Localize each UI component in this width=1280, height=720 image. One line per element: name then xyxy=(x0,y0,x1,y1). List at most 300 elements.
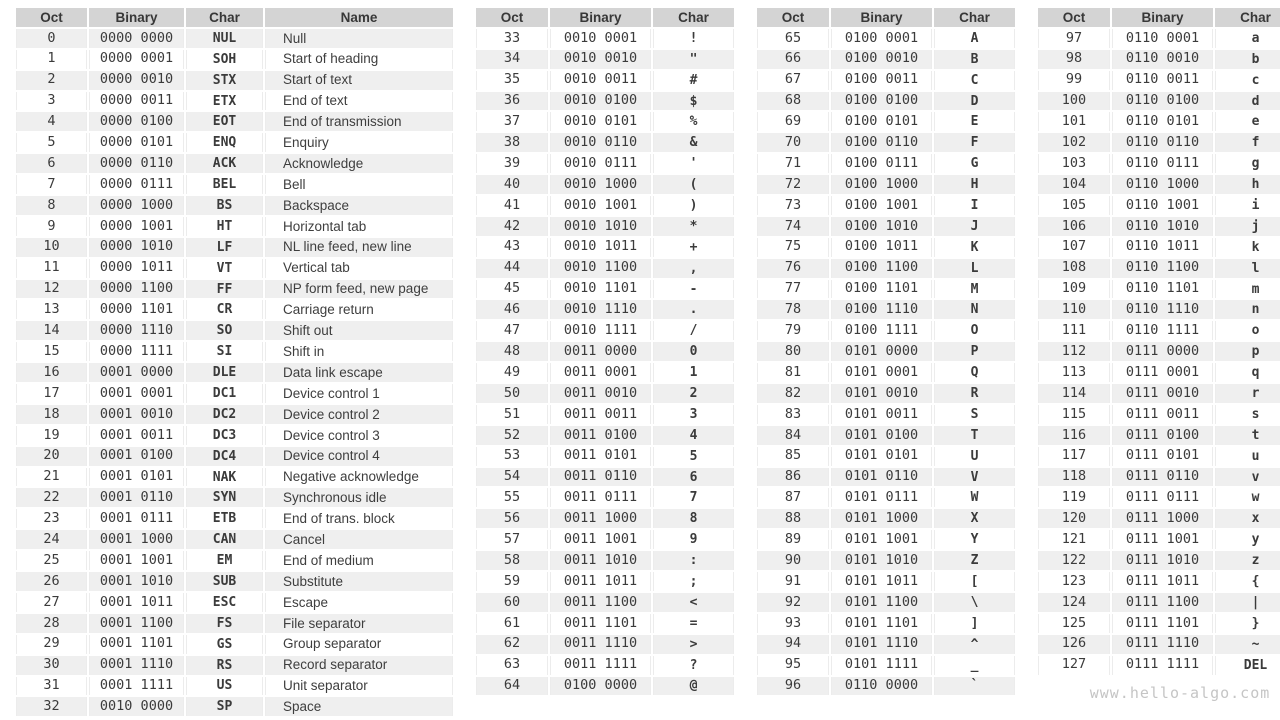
cell-binary: 0110 1010 xyxy=(1111,216,1214,237)
cell-oct: 103 xyxy=(1037,153,1111,174)
cell-char: G xyxy=(933,153,1016,174)
table-row xyxy=(1037,28,1280,49)
cell-binary: 0111 1100 xyxy=(1111,592,1214,613)
cell-char: DLE xyxy=(185,362,264,383)
cell-oct: 86 xyxy=(756,467,830,488)
cell-char: p xyxy=(1214,341,1280,362)
cell-name: Horizontal tab xyxy=(264,216,454,237)
cell-binary: 0100 1100 xyxy=(830,258,933,279)
cell-char: SO xyxy=(185,320,264,341)
cell-char: RS xyxy=(185,655,264,676)
table-row xyxy=(15,529,454,550)
cell-char: DC2 xyxy=(185,404,264,425)
cell-binary: 0110 0000 xyxy=(830,676,933,697)
cell-char: ESC xyxy=(185,592,264,613)
table-row xyxy=(475,28,735,49)
cell-char: _ xyxy=(933,655,1016,676)
cell-binary: 0101 0001 xyxy=(830,362,933,383)
cell-char: j xyxy=(1214,216,1280,237)
cell-binary: 0001 0011 xyxy=(88,425,185,446)
cell-binary: 0100 1111 xyxy=(830,320,933,341)
table-row xyxy=(1037,320,1280,341)
cell-char: EM xyxy=(185,550,264,571)
cell-binary: 0001 1110 xyxy=(88,655,185,676)
table-row xyxy=(15,655,454,676)
column-header-binary: Binary xyxy=(830,7,933,28)
table-row xyxy=(1037,111,1280,132)
table-row xyxy=(1037,404,1280,425)
cell-char: ETB xyxy=(185,508,264,529)
cell-binary: 0110 1101 xyxy=(1111,279,1214,300)
table-row xyxy=(475,237,735,258)
cell-name: Group separator xyxy=(264,634,454,655)
cell-oct: 19 xyxy=(15,425,88,446)
table-row xyxy=(1037,425,1280,446)
cell-binary: 0110 0101 xyxy=(1111,111,1214,132)
cell-char: q xyxy=(1214,362,1280,383)
cell-name: NP form feed, new page xyxy=(264,279,454,300)
cell-oct: 108 xyxy=(1037,258,1111,279)
cell-binary: 0010 0100 xyxy=(549,91,652,112)
cell-binary: 0011 1101 xyxy=(549,613,652,634)
cell-oct: 94 xyxy=(756,634,830,655)
cell-char: Q xyxy=(933,362,1016,383)
table-row xyxy=(756,529,1016,550)
cell-oct: 0 xyxy=(15,28,88,49)
cell-oct: 110 xyxy=(1037,299,1111,320)
cell-oct: 54 xyxy=(475,467,549,488)
cell-char: U xyxy=(933,446,1016,467)
cell-binary: 0000 1000 xyxy=(88,195,185,216)
cell-char: US xyxy=(185,676,264,697)
cell-name: Negative acknowledge xyxy=(264,467,454,488)
table-row xyxy=(1037,550,1280,571)
cell-binary: 0101 0011 xyxy=(830,404,933,425)
cell-binary: 0000 1101 xyxy=(88,299,185,320)
cell-oct: 46 xyxy=(475,299,549,320)
cell-char: R xyxy=(933,383,1016,404)
cell-binary: 0001 1010 xyxy=(88,571,185,592)
column-header-name: Name xyxy=(264,7,454,28)
cell-oct: 30 xyxy=(15,655,88,676)
table-row xyxy=(1037,634,1280,655)
table-row xyxy=(475,132,735,153)
cell-binary: 0000 0001 xyxy=(88,49,185,70)
cell-binary: 0010 0000 xyxy=(88,696,185,717)
cell-oct: 50 xyxy=(475,383,549,404)
column-header-char: Char xyxy=(933,7,1016,28)
table-row xyxy=(15,132,454,153)
cell-binary: 0010 1110 xyxy=(549,299,652,320)
cell-oct: 13 xyxy=(15,299,88,320)
cell-char: VT xyxy=(185,258,264,279)
cell-oct: 31 xyxy=(15,676,88,697)
cell-char: I xyxy=(933,195,1016,216)
cell-name: Vertical tab xyxy=(264,258,454,279)
table-row xyxy=(475,550,735,571)
table-row xyxy=(475,49,735,70)
cell-binary: 0010 1000 xyxy=(549,174,652,195)
cell-binary: 0000 1111 xyxy=(88,341,185,362)
cell-char: ; xyxy=(652,571,735,592)
cell-binary: 0000 0010 xyxy=(88,70,185,91)
cell-binary: 0001 1101 xyxy=(88,634,185,655)
cell-char: 0 xyxy=(652,341,735,362)
cell-oct: 123 xyxy=(1037,571,1111,592)
cell-char: HT xyxy=(185,216,264,237)
cell-binary: 0011 0000 xyxy=(549,341,652,362)
cell-binary: 0001 0010 xyxy=(88,404,185,425)
table-row xyxy=(756,425,1016,446)
cell-binary: 0010 1111 xyxy=(549,320,652,341)
cell-char: 4 xyxy=(652,425,735,446)
cell-char: + xyxy=(652,237,735,258)
cell-oct: 21 xyxy=(15,467,88,488)
cell-char: NAK xyxy=(185,467,264,488)
cell-char: g xyxy=(1214,153,1280,174)
table-row xyxy=(475,467,735,488)
table-row xyxy=(1037,529,1280,550)
cell-binary: 0100 1101 xyxy=(830,279,933,300)
table-row xyxy=(475,446,735,467)
cell-char: i xyxy=(1214,195,1280,216)
cell-char: P xyxy=(933,341,1016,362)
table-row xyxy=(475,634,735,655)
table-row xyxy=(15,174,454,195)
cell-oct: 115 xyxy=(1037,404,1111,425)
cell-binary: 0011 1001 xyxy=(549,529,652,550)
table-row xyxy=(1037,508,1280,529)
table-row xyxy=(756,446,1016,467)
cell-binary: 0111 0101 xyxy=(1111,446,1214,467)
cell-char: SP xyxy=(185,696,264,717)
cell-char: 2 xyxy=(652,383,735,404)
cell-oct: 24 xyxy=(15,529,88,550)
table-row xyxy=(1037,383,1280,404)
table-row xyxy=(15,258,454,279)
cell-oct: 59 xyxy=(475,571,549,592)
cell-oct: 69 xyxy=(756,111,830,132)
cell-char: EOT xyxy=(185,111,264,132)
cell-char: ] xyxy=(933,613,1016,634)
table-row xyxy=(475,341,735,362)
cell-char: { xyxy=(1214,571,1280,592)
table-row xyxy=(475,299,735,320)
cell-char: # xyxy=(652,70,735,91)
cell-oct: 73 xyxy=(756,195,830,216)
cell-oct: 12 xyxy=(15,279,88,300)
cell-oct: 1 xyxy=(15,49,88,70)
cell-char: m xyxy=(1214,279,1280,300)
cell-binary: 0110 1000 xyxy=(1111,174,1214,195)
cell-binary: 0010 1101 xyxy=(549,279,652,300)
cell-oct: 23 xyxy=(15,508,88,529)
cell-char: z xyxy=(1214,550,1280,571)
table-row xyxy=(756,70,1016,91)
cell-char: LF xyxy=(185,237,264,258)
cell-binary: 0011 0001 xyxy=(549,362,652,383)
cell-oct: 83 xyxy=(756,404,830,425)
cell-char: 8 xyxy=(652,508,735,529)
cell-char: M xyxy=(933,279,1016,300)
table-row xyxy=(756,258,1016,279)
cell-char: ENQ xyxy=(185,132,264,153)
table-row xyxy=(15,195,454,216)
cell-char: \ xyxy=(933,592,1016,613)
cell-binary: 0100 0010 xyxy=(830,49,933,70)
cell-oct: 29 xyxy=(15,634,88,655)
table-row xyxy=(15,320,454,341)
cell-char: STX xyxy=(185,70,264,91)
cell-char: & xyxy=(652,132,735,153)
cell-char: ! xyxy=(652,28,735,49)
table-row xyxy=(15,634,454,655)
cell-binary: 0011 1100 xyxy=(549,592,652,613)
cell-binary: 0000 0000 xyxy=(88,28,185,49)
table-row xyxy=(756,404,1016,425)
table-row xyxy=(1037,341,1280,362)
cell-char: < xyxy=(652,592,735,613)
cell-binary: 0110 0100 xyxy=(1111,91,1214,112)
cell-char: e xyxy=(1214,111,1280,132)
cell-name: Backspace xyxy=(264,195,454,216)
table-row xyxy=(15,508,454,529)
cell-name: Enquiry xyxy=(264,132,454,153)
cell-binary: 0011 0100 xyxy=(549,425,652,446)
cell-char: 7 xyxy=(652,487,735,508)
cell-char: FS xyxy=(185,613,264,634)
cell-char: BEL xyxy=(185,174,264,195)
cell-oct: 58 xyxy=(475,550,549,571)
table-column-4 xyxy=(1036,6,1280,702)
cell-char: 9 xyxy=(652,529,735,550)
table-row xyxy=(475,655,735,676)
cell-oct: 126 xyxy=(1037,634,1111,655)
table-row xyxy=(1037,571,1280,592)
cell-oct: 78 xyxy=(756,299,830,320)
cell-char: , xyxy=(652,258,735,279)
cell-binary: 0111 1101 xyxy=(1111,613,1214,634)
table-row xyxy=(756,383,1016,404)
cell-char: : xyxy=(652,550,735,571)
column-header-char: Char xyxy=(1214,7,1280,28)
cell-char: DC4 xyxy=(185,446,264,467)
cell-name: End of medium xyxy=(264,550,454,571)
cell-oct: 44 xyxy=(475,258,549,279)
cell-oct: 41 xyxy=(475,195,549,216)
cell-char: 3 xyxy=(652,404,735,425)
cell-binary: 0011 1011 xyxy=(549,571,652,592)
ascii-table-0-32 xyxy=(14,6,455,718)
cell-binary: 0001 1111 xyxy=(88,676,185,697)
header-row xyxy=(756,7,1016,28)
cell-oct: 14 xyxy=(15,320,88,341)
cell-binary: 0111 0111 xyxy=(1111,487,1214,508)
cell-binary: 0000 0101 xyxy=(88,132,185,153)
cell-binary: 0000 0111 xyxy=(88,174,185,195)
cell-char: } xyxy=(1214,613,1280,634)
cell-char: k xyxy=(1214,237,1280,258)
cell-binary: 0110 0010 xyxy=(1111,49,1214,70)
table-row xyxy=(15,153,454,174)
table-row xyxy=(756,299,1016,320)
cell-name: Acknowledge xyxy=(264,153,454,174)
table-row xyxy=(1037,258,1280,279)
cell-binary: 0110 0011 xyxy=(1111,70,1214,91)
cell-binary: 0111 1011 xyxy=(1111,571,1214,592)
cell-char: S xyxy=(933,404,1016,425)
cell-binary: 0101 0111 xyxy=(830,487,933,508)
cell-name: Shift in xyxy=(264,341,454,362)
cell-char: DC3 xyxy=(185,425,264,446)
table-row xyxy=(15,404,454,425)
ascii-table-33-64 xyxy=(474,6,736,697)
table-row xyxy=(756,91,1016,112)
table-row xyxy=(15,613,454,634)
cell-oct: 107 xyxy=(1037,237,1111,258)
cell-binary: 0101 1000 xyxy=(830,508,933,529)
cell-oct: 109 xyxy=(1037,279,1111,300)
cell-oct: 70 xyxy=(756,132,830,153)
table-row xyxy=(756,550,1016,571)
table-row xyxy=(15,279,454,300)
cell-oct: 45 xyxy=(475,279,549,300)
cell-binary: 0000 1110 xyxy=(88,320,185,341)
table-column-2 xyxy=(474,6,736,697)
cell-char: c xyxy=(1214,70,1280,91)
table-row xyxy=(756,153,1016,174)
cell-oct: 36 xyxy=(475,91,549,112)
table-row xyxy=(756,571,1016,592)
cell-char: SUB xyxy=(185,571,264,592)
cell-oct: 18 xyxy=(15,404,88,425)
cell-binary: 0011 1010 xyxy=(549,550,652,571)
cell-oct: 62 xyxy=(475,634,549,655)
ascii-table-97-127 xyxy=(1036,6,1280,677)
cell-binary: 0001 0101 xyxy=(88,467,185,488)
cell-char: B xyxy=(933,49,1016,70)
cell-char: ^ xyxy=(933,634,1016,655)
cell-char: Z xyxy=(933,550,1016,571)
cell-char: 6 xyxy=(652,467,735,488)
cell-oct: 17 xyxy=(15,383,88,404)
column-header-oct: Oct xyxy=(756,7,830,28)
cell-oct: 76 xyxy=(756,258,830,279)
table-row xyxy=(1037,299,1280,320)
table-row xyxy=(475,91,735,112)
cell-binary: 0101 1101 xyxy=(830,613,933,634)
cell-name: Synchronous idle xyxy=(264,487,454,508)
cell-binary: 0010 1010 xyxy=(549,216,652,237)
cell-oct: 105 xyxy=(1037,195,1111,216)
cell-char: C xyxy=(933,70,1016,91)
column-header-binary: Binary xyxy=(88,7,185,28)
cell-binary: 0101 0110 xyxy=(830,467,933,488)
cell-binary: 0101 1011 xyxy=(830,571,933,592)
cell-char: ? xyxy=(652,655,735,676)
cell-char: t xyxy=(1214,425,1280,446)
cell-oct: 104 xyxy=(1037,174,1111,195)
cell-oct: 71 xyxy=(756,153,830,174)
column-header-oct: Oct xyxy=(15,7,88,28)
cell-binary: 0011 1110 xyxy=(549,634,652,655)
cell-binary: 0000 1100 xyxy=(88,279,185,300)
cell-name: Device control 2 xyxy=(264,404,454,425)
table-row xyxy=(15,111,454,132)
cell-char: X xyxy=(933,508,1016,529)
table-row xyxy=(1037,446,1280,467)
table-row xyxy=(1037,237,1280,258)
cell-binary: 0101 1010 xyxy=(830,550,933,571)
cell-oct: 22 xyxy=(15,487,88,508)
cell-char: b xyxy=(1214,49,1280,70)
table-row xyxy=(475,508,735,529)
cell-oct: 65 xyxy=(756,28,830,49)
cell-oct: 125 xyxy=(1037,613,1111,634)
table-row xyxy=(756,676,1016,697)
cell-char: ( xyxy=(652,174,735,195)
column-header-char: Char xyxy=(652,7,735,28)
cell-char: @ xyxy=(652,676,735,697)
cell-char: Y xyxy=(933,529,1016,550)
table-row xyxy=(15,216,454,237)
cell-oct: 34 xyxy=(475,49,549,70)
cell-oct: 99 xyxy=(1037,70,1111,91)
cell-char: V xyxy=(933,467,1016,488)
cell-binary: 0100 0110 xyxy=(830,132,933,153)
table-row xyxy=(475,404,735,425)
cell-binary: 0100 0111 xyxy=(830,153,933,174)
table-row xyxy=(756,362,1016,383)
cell-char: K xyxy=(933,237,1016,258)
cell-oct: 8 xyxy=(15,195,88,216)
table-row xyxy=(756,237,1016,258)
cell-binary: 0100 0000 xyxy=(549,676,652,697)
cell-char: x xyxy=(1214,508,1280,529)
table-row xyxy=(475,362,735,383)
column-header-char: Char xyxy=(185,7,264,28)
cell-binary: 0111 1110 xyxy=(1111,634,1214,655)
table-row xyxy=(475,70,735,91)
table-row xyxy=(15,696,454,717)
cell-binary: 0001 0110 xyxy=(88,487,185,508)
cell-char: | xyxy=(1214,592,1280,613)
cell-oct: 84 xyxy=(756,425,830,446)
cell-char: NUL xyxy=(185,28,264,49)
cell-binary: 0101 1100 xyxy=(830,592,933,613)
cell-char: T xyxy=(933,425,1016,446)
table-row xyxy=(756,487,1016,508)
cell-oct: 63 xyxy=(475,655,549,676)
table-row xyxy=(475,279,735,300)
cell-char: D xyxy=(933,91,1016,112)
cell-oct: 5 xyxy=(15,132,88,153)
cell-oct: 60 xyxy=(475,592,549,613)
cell-oct: 52 xyxy=(475,425,549,446)
table-row xyxy=(475,174,735,195)
table-row xyxy=(756,49,1016,70)
cell-binary: 0100 0011 xyxy=(830,70,933,91)
cell-oct: 64 xyxy=(475,676,549,697)
cell-binary: 0001 1000 xyxy=(88,529,185,550)
cell-binary: 0011 0010 xyxy=(549,383,652,404)
table-row xyxy=(15,425,454,446)
cell-char: s xyxy=(1214,404,1280,425)
cell-char: f xyxy=(1214,132,1280,153)
table-row xyxy=(756,216,1016,237)
cell-binary: 0100 1000 xyxy=(830,174,933,195)
cell-oct: 79 xyxy=(756,320,830,341)
